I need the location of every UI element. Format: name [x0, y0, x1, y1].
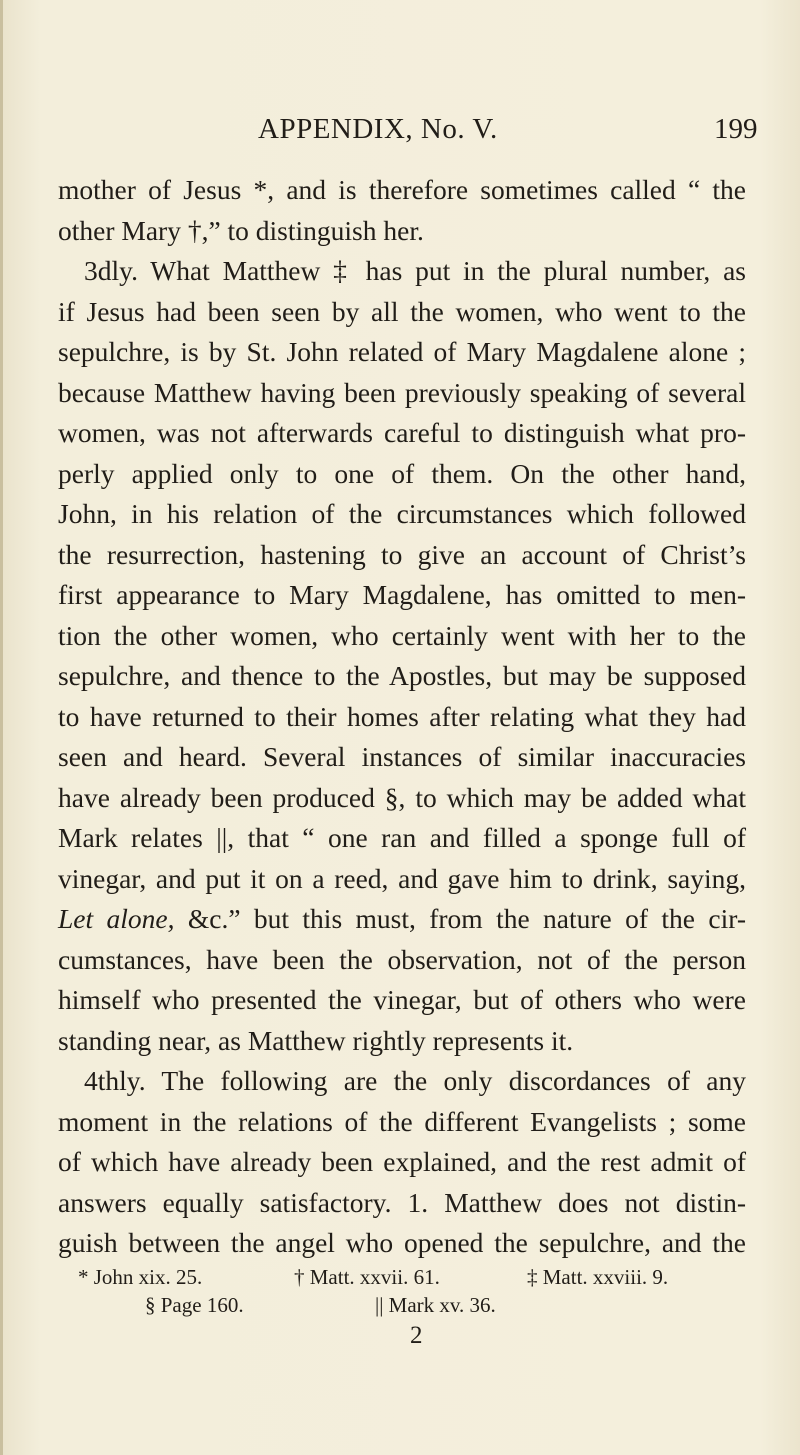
footnote: ‡ Matt. xxviii. 9. — [527, 1265, 669, 1289]
text-line: 4thly. The following are the only discordances of any — [84, 1065, 746, 1096]
text-line: sepulchre, is by St. John related of Mary Magdalene alone ; — [58, 336, 746, 367]
text-line: tion the other women, who certainly went with her to the — [58, 619, 746, 651]
text-line: himself who presented the vinegar, but of others who were — [58, 984, 746, 1015]
page-number: 199 — [714, 113, 758, 145]
footnote: † Matt. xxvii. 61. — [294, 1265, 440, 1289]
text-line: women, was not afterwards careful to distinguish what pro- — [58, 417, 746, 448]
running-head — [0, 113, 800, 153]
text-line: the resurrection, hastening to give an account of Christ’s — [58, 538, 746, 570]
signature-mark: 2 — [410, 1322, 423, 1349]
text-line: cumstances, have been the observation, not of the person — [58, 943, 746, 975]
text-line: Mark relates ||, that “ one ran and filled a sponge full of — [58, 822, 746, 853]
text-line: if Jesus had been seen by all the women, who went to the — [58, 295, 746, 327]
text-line: guish between the angel who opened the sepulchre, and the — [58, 1227, 746, 1258]
text-line: to have returned to their homes after relating what they had — [58, 700, 746, 732]
body-text — [58, 170, 746, 1264]
text-line: moment in the relations of the different Evangelists ; some — [58, 1105, 746, 1137]
text-line: because Matthew having been previously speaking of several — [58, 376, 746, 408]
text-line: of which have already been explained, and the rest admit of — [58, 1146, 746, 1177]
footnote: || Mark xv. 36. — [375, 1293, 496, 1317]
footnote: * John xix. 25. — [78, 1265, 203, 1289]
text-line-italic-start: Let alone, &c.” but this must, from the nature of the cir- — [58, 903, 746, 934]
text-line: first appearance to Mary Magdalene, has omitted to men- — [58, 579, 746, 610]
page-edge — [0, 0, 3, 1455]
text-line: mother of Jesus *, and is therefore sometimes called “ the — [58, 174, 746, 205]
text-line: John, in his relation of the circumstances which followed — [58, 498, 746, 529]
text-line: seen and heard. Several instances of similar inaccuracies — [58, 741, 746, 772]
footnote: § Page 160. — [145, 1293, 244, 1317]
text-line: 3dly. What Matthew ‡ has put in the plural number, as — [84, 255, 746, 286]
text-line: perly applied only to one of them. On the other hand, — [58, 457, 746, 489]
text-line: have already been produced §, to which may be added what — [58, 781, 746, 813]
text-line: vinegar, and put it on a reed, and gave him to drink, saying, — [58, 862, 746, 894]
text-line: sepulchre, and thence to the Apostles, but may be supposed — [58, 660, 746, 691]
text-line: answers equally satisfactory. 1. Matthew does not distin- — [58, 1186, 746, 1218]
text-line: other Mary †,” to distinguish her. — [58, 214, 424, 246]
text-line: standing near, as Matthew rightly represents it. — [58, 1024, 574, 1056]
running-title: APPENDIX, No. V. — [258, 113, 498, 145]
